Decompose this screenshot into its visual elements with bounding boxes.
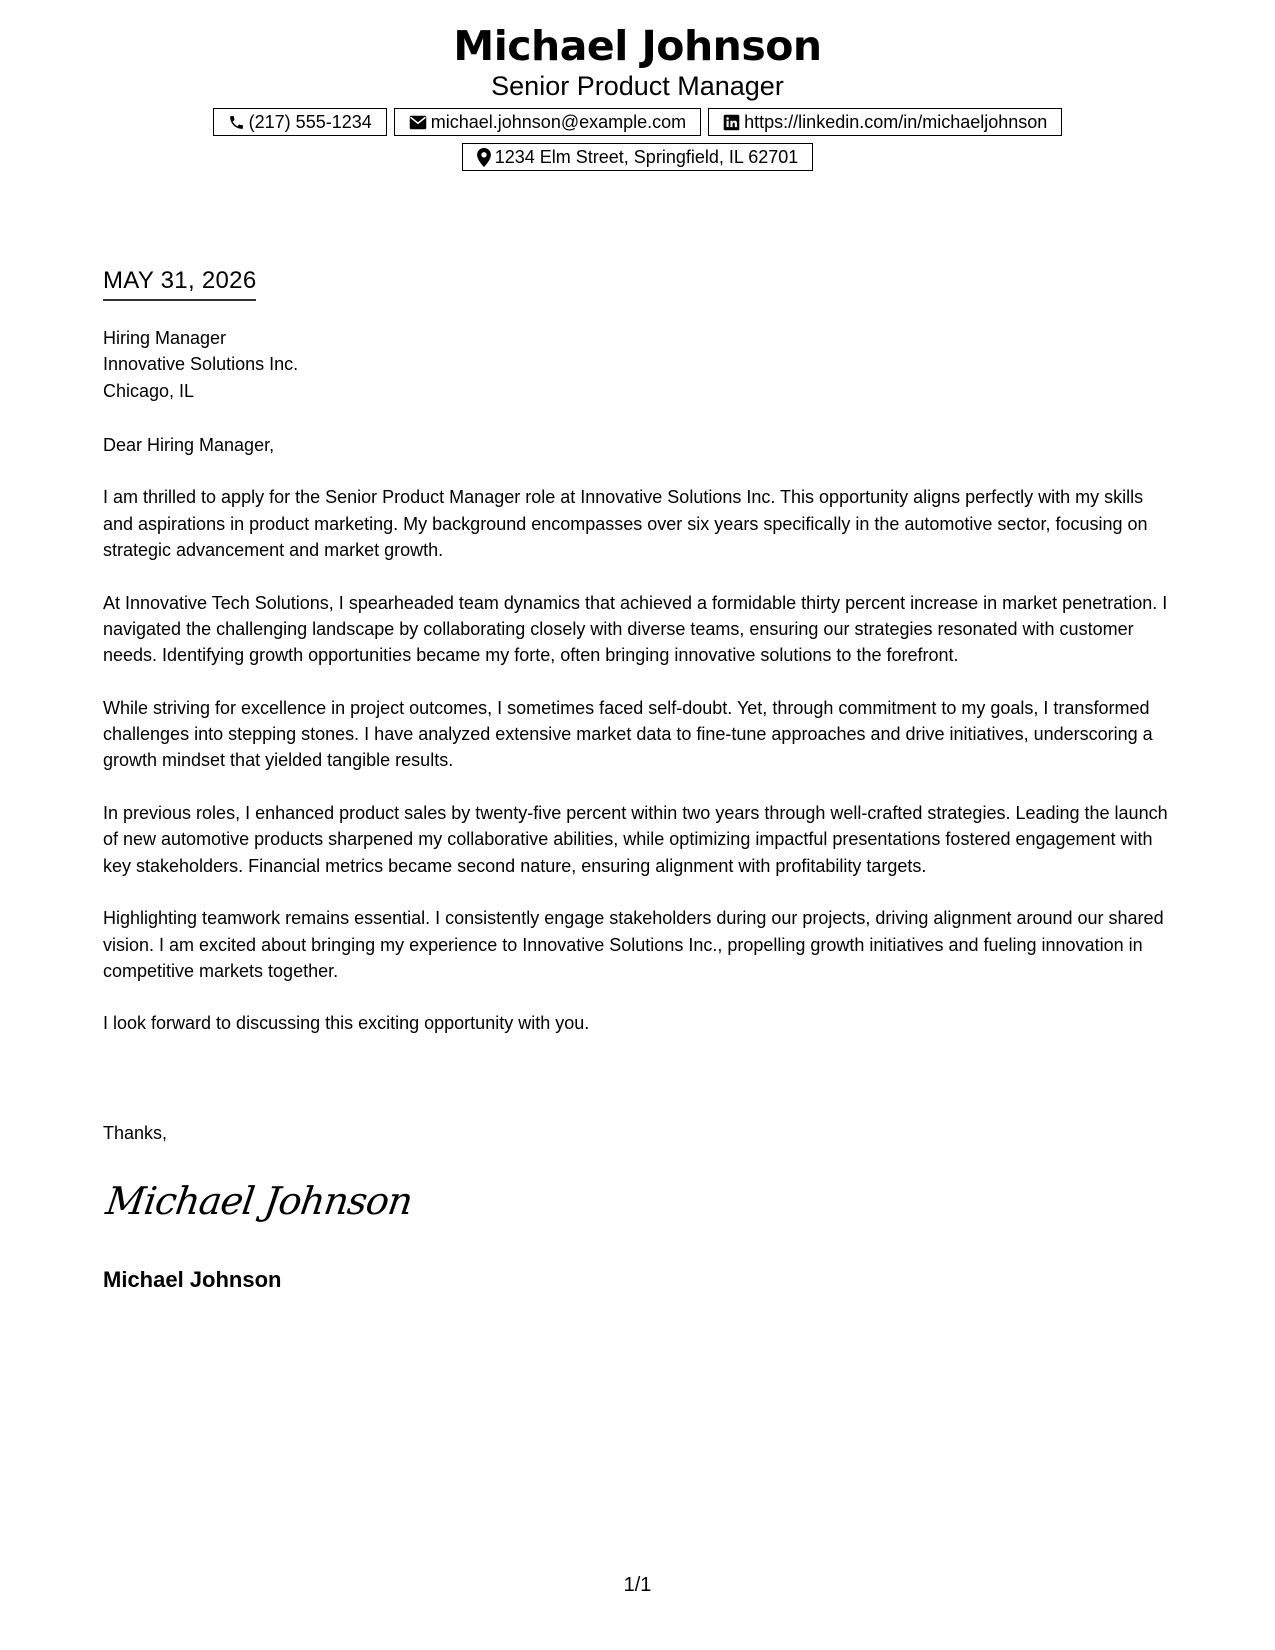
- linkedin-icon: [723, 114, 740, 131]
- address-contact[interactable]: [462, 143, 814, 171]
- linkedin-text: https://linkedin.com/in/michaeljohnson: [744, 111, 1048, 132]
- salutation: Dear Hiring Manager,: [103, 434, 275, 455]
- applicant-title: Senior Product Manager: [491, 71, 784, 101]
- closing: Thanks,: [103, 1123, 168, 1143]
- handwritten-signature: Michael Johnson: [103, 1179, 415, 1223]
- body-paragraph: While striving for excellence in project outcomes, I sometimes faced self-doubt. Yet, through commitment to my goals, I transformed challenges into stepping stones. I have analyzed extensive market data to fine-tune approaches and drive initiatives, underscoring a growth mindset that yielded tangible results.: [103, 697, 1153, 771]
- phone-contact[interactable]: [213, 108, 387, 136]
- signed-name: Michael Johnson: [103, 1267, 282, 1292]
- envelope-icon: [409, 115, 427, 130]
- phone-text: (217) 555-1234: [248, 111, 372, 132]
- applicant-name: Michael Johnson: [453, 22, 822, 70]
- contact-row: [0, 108, 1275, 136]
- letter-header: [0, 20, 1275, 171]
- address-row: [0, 143, 1275, 171]
- phone-icon: [228, 114, 245, 131]
- email-text: michael.johnson@example.com: [430, 111, 687, 132]
- recipient-line: Innovative Solutions Inc.: [103, 354, 299, 375]
- letter-date: MAY 31, 2026: [103, 266, 256, 301]
- letter-body: [103, 325, 1178, 1063]
- linkedin-contact[interactable]: [708, 108, 1062, 136]
- map-marker-icon: [477, 148, 491, 167]
- address-text: 1234 Elm Street, Springfield, IL 62701: [494, 146, 799, 167]
- email-contact[interactable]: [394, 108, 701, 136]
- recipient-block: [103, 325, 1178, 404]
- recipient-line: Hiring Manager: [103, 328, 227, 348]
- body-paragraph: I look forward to discussing this exciting opportunity with you.: [103, 1013, 590, 1034]
- body-paragraph: I am thrilled to apply for the Senior Product Manager role at Innovative Solutions Inc. This opportunity aligns perfectly with my skills and aspirations in product marketing. My background encompasses over six years specifically in the automotive sector, focusing on strategic advancement and market growth.: [103, 487, 1148, 561]
- body-paragraph: At Innovative Tech Solutions, I spearheaded team dynamics that achieved a formidable thirty percent increase in market penetration. I navigated the challenging landscape by collaborating closely with diverse teams, ensuring our strategies resonated with customer needs. Identifying growth opportunities became my forte, often bringing innovative solutions to the forefront.: [103, 592, 1168, 666]
- page-number: 1/1: [623, 1574, 652, 1596]
- body-paragraph: Highlighting teamwork remains essential. I consistently engage stakeholders during our projects, driving alignment around our shared vision. I am excited about bringing my experience to Innovative Solutions Inc., propelling growth initiatives and fueling innovation in competitive markets together.: [103, 908, 1164, 981]
- recipient-line: Chicago, IL: [103, 380, 195, 401]
- body-paragraph: In previous roles, I enhanced product sales by twenty-five percent within two years through well-crafted strategies. Leading the launch of new automotive products sharpened my collaborative abilities, while optimizing impactful presentations fostered engagement with key stakeholders. Financial metrics became second nature, ensuring alignment with profitability targets.: [103, 803, 1168, 876]
